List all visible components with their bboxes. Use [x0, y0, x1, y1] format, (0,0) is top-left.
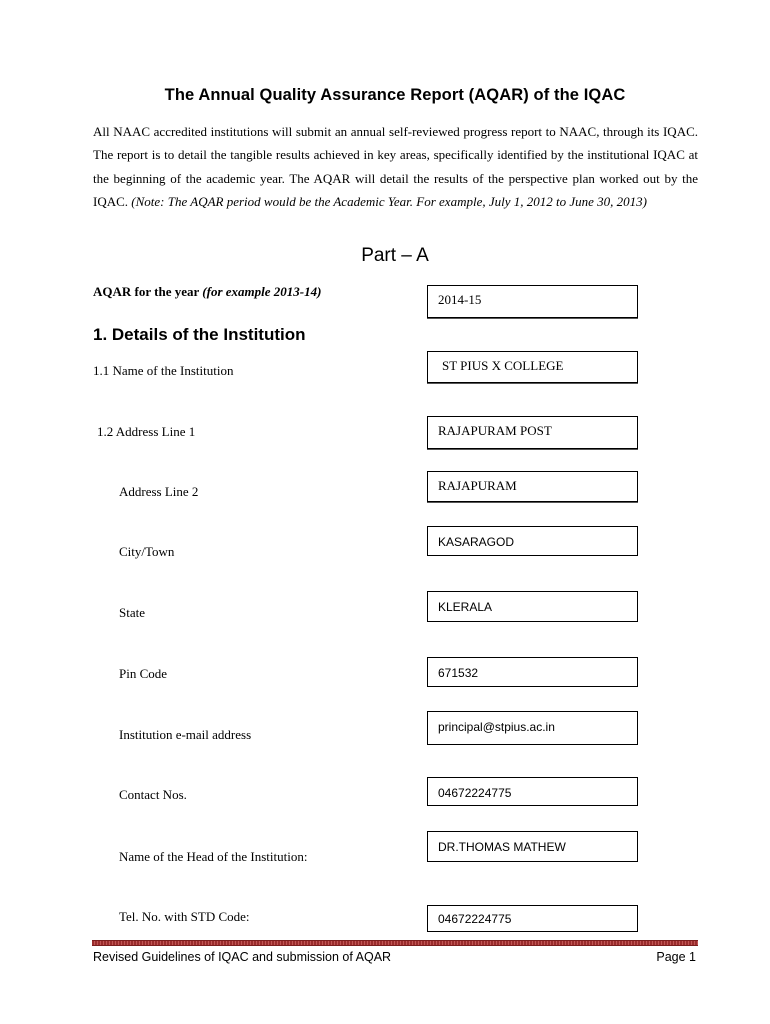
- tel-label: Tel. No. with STD Code:: [119, 909, 250, 924]
- city-value: KASARAGOD: [438, 535, 515, 549]
- address1-field[interactable]: [427, 416, 638, 449]
- pin-label: Pin Code: [119, 666, 168, 681]
- contact-label: Contact Nos.: [119, 787, 187, 802]
- name-field[interactable]: [427, 351, 638, 383]
- state-value: KLERALA: [438, 600, 493, 614]
- contact-field[interactable]: [427, 777, 638, 806]
- intro-paragraph: [93, 120, 698, 213]
- aqar-year-label: [93, 284, 321, 300]
- contact-value: 04672224775: [438, 786, 512, 800]
- state-label: State: [119, 605, 145, 620]
- name-label: 1.1 Name of the Institution: [93, 363, 234, 378]
- email-value: principal@stpius.ac.in: [438, 720, 555, 734]
- address1-value: RAJAPURAM POST: [438, 423, 552, 438]
- head-field[interactable]: [427, 831, 638, 862]
- address2-value: RAJAPURAM: [438, 478, 517, 493]
- city-field[interactable]: [427, 526, 638, 556]
- head-value: DR.THOMAS MATHEW: [438, 840, 566, 854]
- intro-text: All NAAC accredited institutions will submit an annual self-reviewed progress report to NAAC, through its IQAC. The report is to detail the tangible results achieved in key areas, specifically identified by the institutional IQAC at the beginning of the academic year. The AQAR will detail the results of the perspective plan worked out by the IQAC.: [93, 124, 698, 209]
- email-field[interactable]: [427, 711, 638, 745]
- head-label: Name of the Head of the Institution:: [119, 849, 308, 864]
- address1-label: 1.2 Address Line 1: [97, 424, 196, 439]
- pin-value: 671532: [438, 666, 479, 680]
- aqar-year-hint: (for example 2013-14): [202, 284, 322, 299]
- document-title: The Annual Quality Assurance Report (AQAR) of the IQAC: [164, 86, 626, 104]
- page-number: Page 1: [656, 950, 696, 964]
- address2-label: Address Line 2: [119, 484, 199, 499]
- city-label: City/Town: [119, 544, 175, 559]
- name-value: ST PIUS X COLLEGE: [442, 358, 564, 373]
- footer-title: Revised Guidelines of IQAC and submission of AQAR: [93, 950, 392, 964]
- address2-field[interactable]: [427, 471, 638, 502]
- pin-field[interactable]: [427, 657, 638, 687]
- state-field[interactable]: [427, 591, 638, 622]
- aqar-year-value: 2014-15: [438, 292, 482, 307]
- intro-note: (Note: The AQAR period would be the Academic Year. For example, July 1, 2012 to June 30, 2013): [131, 193, 647, 209]
- aqar-year-field[interactable]: [427, 285, 638, 318]
- footer-rule: [92, 940, 698, 946]
- tel-field[interactable]: [427, 905, 638, 932]
- aqar-year-label-text: AQAR for the year: [93, 284, 203, 299]
- email-label: Institution e-mail address: [119, 727, 252, 742]
- part-heading: Part – A: [361, 245, 429, 266]
- tel-value: 04672224775: [438, 912, 512, 926]
- section-heading: 1. Details of the Institution: [93, 325, 306, 344]
